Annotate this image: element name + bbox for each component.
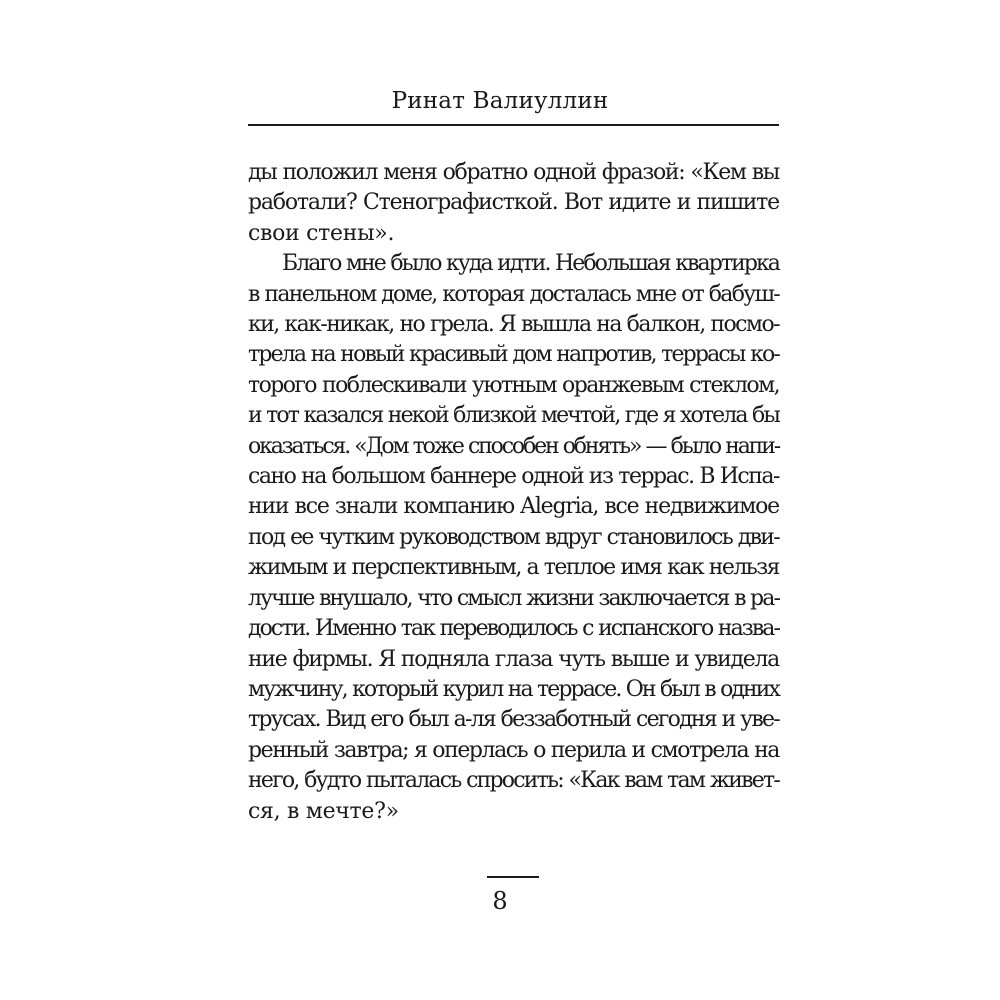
text-line: трусах. Вид его был а-ля беззаботный сегодня и уве- bbox=[248, 707, 779, 733]
text-line: дости. Именно так переводилось с испанского назва- bbox=[248, 616, 779, 642]
text-line: сано на большом баннере одной из террас. В Испа- bbox=[248, 464, 779, 490]
text-line: трела на новый красивый дом напротив, террасы ко- bbox=[248, 342, 779, 368]
text-line: свои стены». bbox=[248, 220, 395, 246]
text-line: нии все знали компанию Alegria, все недвижимое bbox=[248, 494, 779, 520]
running-header-author: Ринат Валиуллин bbox=[391, 88, 609, 114]
text-line: и тот казался некой близкой мечтой, где я хотела бы bbox=[248, 403, 779, 429]
footer-divider bbox=[487, 876, 539, 878]
text-line: работали? Стенографисткой. Вот идите и пишите bbox=[248, 190, 779, 216]
text-line: ние фирмы. Я подняла глаза чуть выше и увидела bbox=[248, 646, 779, 672]
text-line: ся, в мечте?» bbox=[248, 798, 399, 824]
text-line: в панельном доме, которая досталась мне от бабуш- bbox=[248, 281, 779, 307]
page-body bbox=[248, 158, 779, 827]
header-divider bbox=[248, 124, 779, 126]
page-number: 8 bbox=[492, 887, 508, 915]
text-line: жимым и перспективным, а теплое имя как нельзя bbox=[248, 555, 779, 581]
text-line: торого поблескивали уютным оранжевым стеклом, bbox=[248, 372, 779, 398]
text-line: оказаться. «Дом тоже способен обнять» — было напи- bbox=[248, 433, 779, 459]
paragraph-2 bbox=[248, 249, 779, 827]
text-line: ренный завтра; я оперлась о перила и смотрела на bbox=[248, 737, 779, 763]
paragraph-1 bbox=[248, 158, 779, 249]
text-line: ки, как-никак, но грела. Я вышла на балкон, посмо- bbox=[248, 312, 779, 338]
text-line: ды положил меня обратно одной фразой: «Кем вы bbox=[248, 160, 779, 185]
text-line: лучше внушало, что смысл жизни заключается в ра- bbox=[248, 585, 779, 611]
text-line: мужчину, который курил на террасе. Он был в одних bbox=[248, 676, 779, 702]
text-line: под ее чутким руководством вдруг становилось дви- bbox=[248, 524, 779, 550]
text-line: Благо мне было куда идти. Небольшая квартирка bbox=[282, 251, 779, 277]
text-line: него, будто пыталась спросить: «Как вам там живет- bbox=[248, 768, 779, 794]
